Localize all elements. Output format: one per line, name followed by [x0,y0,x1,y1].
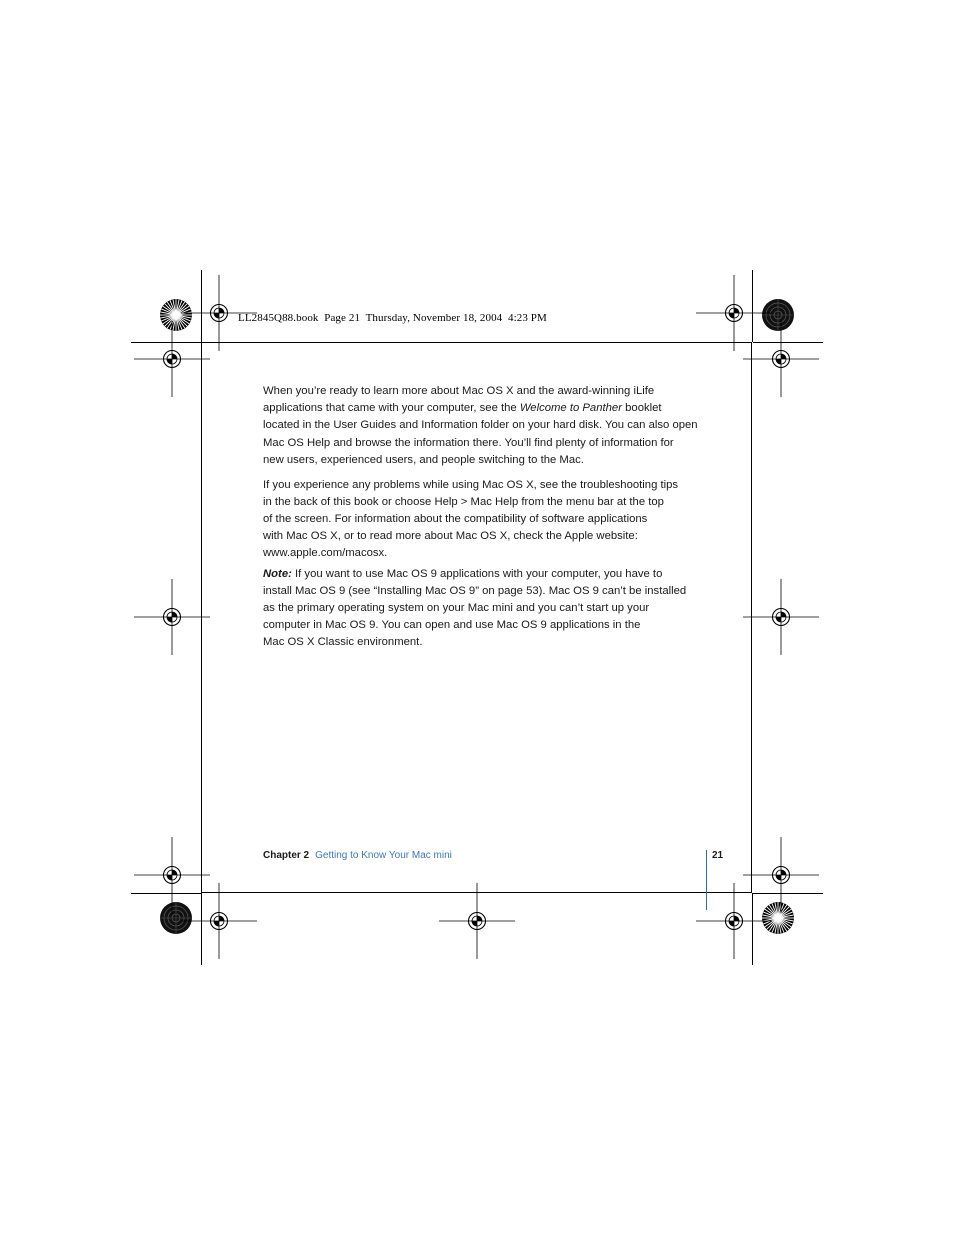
print-slug: LL2845Q88.book Page 21 Thursday, November 18, 2004 4:23 PM [238,312,547,324]
text-line: If you experience any problems while using Mac OS X, see the troubleshooting tips [263,478,679,491]
text-line: as the primary operating system on your Mac mini and you can’t start up your [263,601,650,614]
text-line: Mac OS Help and browse the information there. You’ll find plenty of information for [263,436,674,449]
body-text [263,383,708,652]
paragraph-troubleshooting [263,477,708,563]
paragraph-intro [263,383,708,469]
text-run: If you want to use Mac OS 9 applications with your computer, you have to [295,567,663,580]
text-line [263,566,708,583]
text-line: new users, experienced users, and people switching to the Mac. [263,453,584,466]
page-footer [263,850,452,861]
text-line: with Mac OS X, or to read more about Mac OS X, check the Apple website: [263,530,638,543]
text-line: When you’re ready to learn more about Mac OS X and the award-winning iLife [263,385,655,397]
paragraph-note [263,566,708,652]
text-line: located in the User Guides and Information folder on your hard disk. You can also open [263,419,698,432]
text-line [263,400,708,417]
page-number: 21 [712,850,724,861]
footer-divider [706,850,707,910]
text-line: of the screen. For information about the compatibility of software applications [263,512,648,525]
note-label: Note: [263,567,292,580]
chapter-label: Chapter 2 [263,850,310,861]
text-run: applications that came with your computer, see the [263,402,520,415]
text-run: booklet [621,402,662,415]
text-line: install Mac OS 9 (see “Installing Mac OS 9” on page 53). Mac OS 9 can’t be installed [263,584,687,597]
chapter-title: Getting to Know Your Mac mini [315,850,452,861]
website-link-text: www.apple.com/macosx. [263,547,388,560]
text-line: computer in Mac OS 9. You can open and use Mac OS 9 applications in the [263,619,641,632]
text-line: Mac OS X Classic environment. [263,636,423,649]
text-line: in the back of this book or choose Help > Mac Help from the menu bar at the top [263,495,664,508]
book-title: Welcome to Panther [519,402,622,415]
